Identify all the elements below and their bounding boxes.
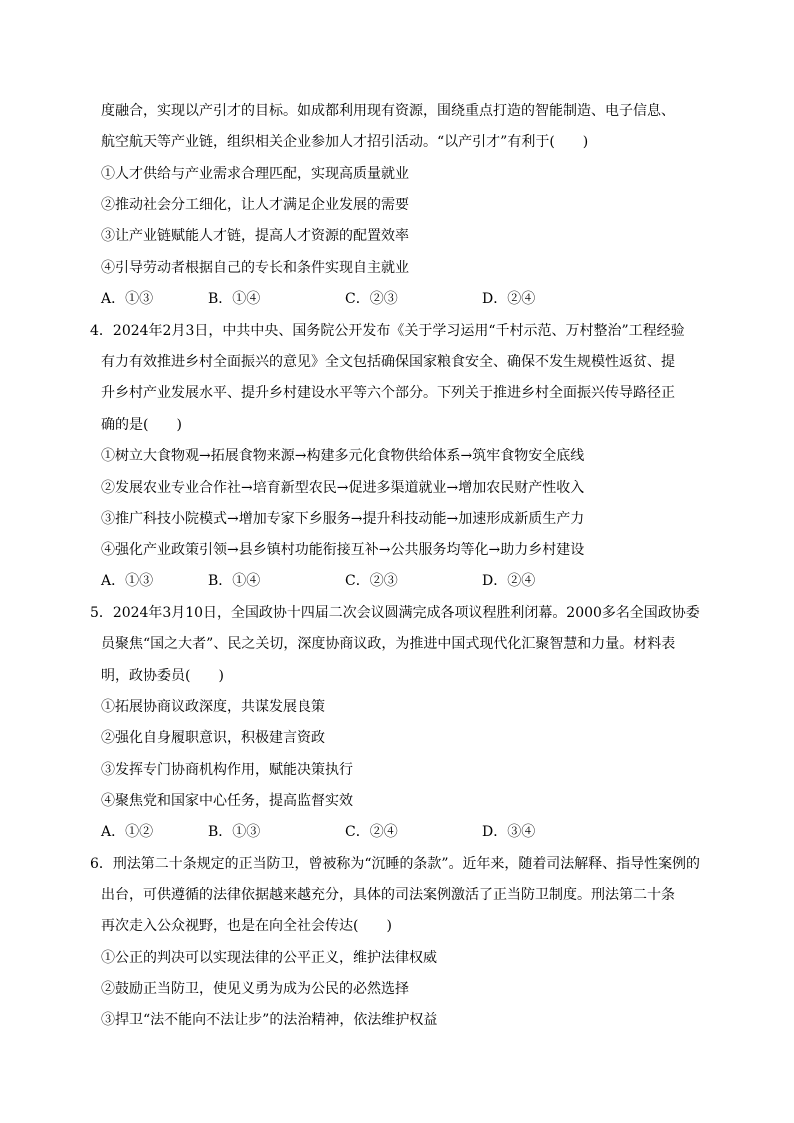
q3-statement-4: ④引导劳动者根据自己的专长和条件实现自主就业: [101, 260, 409, 276]
q3-statement-3: ③让产业链赋能人才链，提高人才资源的配置效率: [101, 228, 409, 244]
q6-statement-1: ①公正的判决可以实现法律的公平正义，维护法律权威: [101, 950, 437, 966]
q5-stem-line-1: 5．2024年3月10日，全国政协十四届二次会议圆满完成各项议程胜利闭幕。2000多名全国政协委: [90, 605, 700, 621]
q5-option-b[interactable]: B．①③: [208, 824, 261, 840]
q4-option-d[interactable]: D．②④: [482, 573, 536, 589]
q3-option-a[interactable]: A．①③: [101, 291, 154, 307]
q5-statement-1: ①拓展协商议政深度，共谋发展良策: [101, 699, 325, 715]
q4-statement-2: ②发展农业专业合作社→培育新型农民→促进多渠道就业→增加农民财产性收入: [101, 480, 585, 496]
q6-statement-2: ②鼓励正当防卫，使见义勇为成为公民的必然选择: [101, 981, 409, 997]
q5-statement-3: ③发挥专门协商机构作用，赋能决策执行: [101, 762, 353, 778]
q5-stem-line-2: 员聚焦“国之大者”、民之关切，深度协商议政，为推进中国式现代化汇聚智慧和力量。材料表: [101, 636, 676, 652]
q3-option-c[interactable]: C．②③: [345, 291, 398, 307]
q4-option-a[interactable]: A．①③: [101, 573, 154, 589]
q3-statement-1: ①人才供给与产业需求合理匹配，实现高质量就业: [101, 166, 409, 182]
q5-option-d[interactable]: D．③④: [482, 824, 536, 840]
q5-option-c[interactable]: C．②④: [345, 824, 398, 840]
q4-stem-line-4: 确的是( ): [101, 417, 182, 433]
q4-stem-line-3: 升乡村产业发展水平、提升乡村建设水平等六个部分。下列关于推进乡村全面振兴传导路径正: [101, 385, 675, 401]
q5-stem-line-3: 明，政协委员( ): [101, 668, 224, 684]
q3-option-d[interactable]: D．②④: [482, 291, 536, 307]
q5-option-a[interactable]: A．①②: [101, 824, 154, 840]
q3-statement-2: ②推动社会分工细化，让人才满足企业发展的需要: [101, 197, 409, 213]
q5-statement-4: ④聚焦党和国家中心任务，提高监督实效: [101, 793, 353, 809]
q6-stem-line-1: 6．刑法第二十条规定的正当防卫，曾被称为“沉睡的条款”。近年来，随着司法解释、指导性案例的: [90, 856, 701, 872]
q4-option-c[interactable]: C．②③: [345, 573, 398, 589]
q4-stem-line-2: 有力有效推进乡村全面振兴的意见》全文包括确保国家粮食安全、确保不发生规模性返贫、提: [101, 354, 675, 370]
q3-stem-line-2: 航空航天等产业链，组织相关企业参加人才招引活动。“以产引才”有利于( ): [101, 134, 589, 150]
q6-stem-line-2: 出台，可供遵循的法律依据越来越充分，具体的司法案例激活了正当防卫制度。刑法第二十条: [101, 887, 675, 903]
q6-stem-line-3: 再次走入公众视野，也是在向全社会传达( ): [101, 918, 392, 934]
q3-stem-line-1: 度融合，实现以产引才的目标。如成都利用现有资源，围绕重点打造的智能制造、电子信息、: [101, 103, 675, 119]
q4-statement-4: ④强化产业政策引领→县乡镇村功能衔接互补→公共服务均等化→助力乡村建设: [101, 542, 585, 558]
q4-options: [101, 572, 601, 590]
q4-statement-3: ③推广科技小院模式→增加专家下乡服务→提升科技动能→加速形成新质生产力: [101, 511, 585, 527]
q4-statement-1: ①树立大食物观→拓展食物来源→构建多元化食物供给体系→筑牢食物安全底线: [101, 448, 585, 464]
q3-option-b[interactable]: B．①④: [208, 291, 261, 307]
q6-statement-3: ③捍卫“法不能向不法让步”的法治精神，依法维护权益: [101, 1012, 438, 1028]
q5-options: [101, 823, 601, 841]
q4-option-b[interactable]: B．①④: [208, 573, 261, 589]
q4-stem-line-1: 4．2024年2月3日，中共中央、国务院公开发布《关于学习运用“千村示范、万村整治”工程经验: [90, 323, 685, 339]
q5-statement-2: ②强化自身履职意识，积极建言资政: [101, 730, 325, 746]
q3-options: [101, 290, 601, 308]
